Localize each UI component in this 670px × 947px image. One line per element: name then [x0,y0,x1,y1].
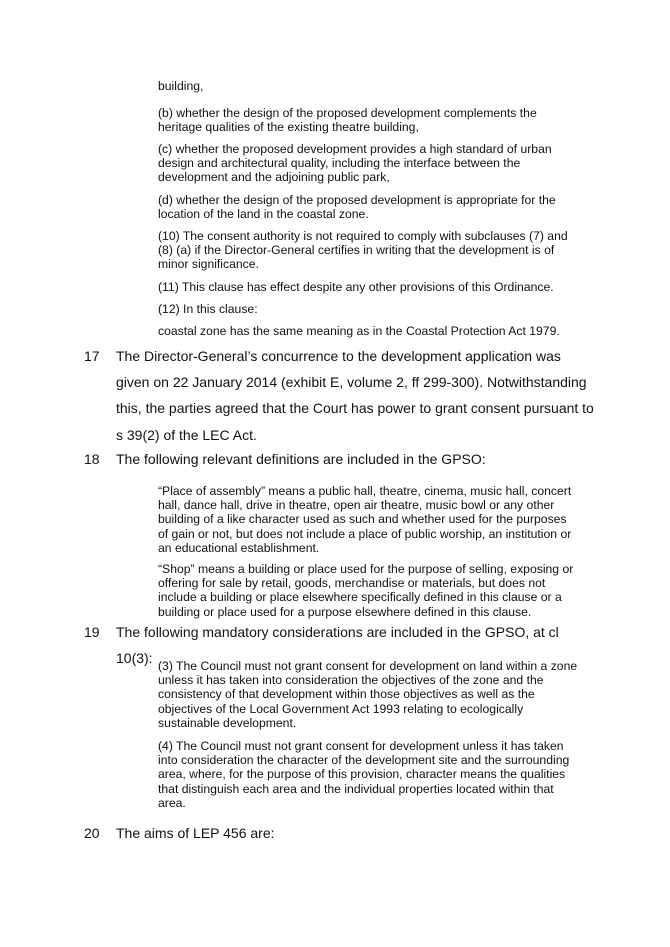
definition-shop: “Shop” means a building or place used for the purpose of selling, exposing or offering for sale by retail, goods, merchandise or materials, but does not include a building or place elsewhere specifically defined in this clause or a building or place used for a purpose elsewhere defined in this clause. [158,562,574,619]
quoted-clause-c: (c) whether the proposed development provides a high standard of urban design and architectural quality, including the interface between the development and the adjoining public park, [158,142,552,185]
definition-place-of-assembly: “Place of assembly” means a public hall, theatre, cinema, music hall, concert hall, dance hall, drive in theatre, open air theatre, music bowl or any other building of a like character used as such and whether used for the purposes of gain or not, but does not include a place of public worship, an institution or an educational establishment. [158,484,572,555]
quoted-coastal-zone-definition: coastal zone has the same meaning as in the Coastal Protection Act 1979. [158,324,560,338]
paragraph-text: The aims of LEP 456 are: [116,825,275,841]
paragraph-text: The following relevant definitions are included in the GPSO: [116,451,486,467]
paragraph-text: The following mandatory considerations are included in the GPSO, at cl 10(3): [116,624,559,667]
quoted-clause-d: (d) whether the design of the proposed development is appropriate for the location of the land in the coastal zone. [158,193,556,222]
consideration-4: (4) The Council must not grant consent for development unless it has taken into consideration the character of the development site and the surrounding area, where, for the purpose of this provision, character means the qualities that distinguish each area and the individual properties located within that area. [158,739,570,810]
paragraph-number: 17 [84,348,100,364]
quoted-subclause-12: (12) In this clause: [158,302,258,316]
paragraph-number: 20 [84,825,100,841]
quoted-clause-continuation: building, [158,79,204,93]
quoted-subclause-11: (11) This clause has effect despite any other provisions of this Ordinance. [158,280,554,294]
quoted-clause-b: (b) whether the design of the proposed development complements the heritage qualities of the existing theatre building, [158,106,537,135]
consideration-3: (3) The Council must not grant consent for development on land within a zone unless it has taken into consideration the objectives of the zone and the consistency of that development within those objectives as well as the objectives of the Local Government Act 1993 relating to ecologically sustainable development. [158,659,578,730]
quoted-subclause-10: (10) The consent authority is not required to comply with subclauses (7) and (8) (a) if the Director-General certifies in writing that the development is of minor significance. [158,229,568,272]
paragraph-text: The Director-General’s concurrence to the development application was given on 22 January 2014 (exhibit E, volume 2, ff 299-300). Notwithstanding this, the parties agreed that the Court has power to grant consent pursuant to s 39(2) of the LEC Act. [116,348,594,443]
paragraph-number: 19 [84,624,100,640]
paragraph-number: 18 [84,451,100,467]
